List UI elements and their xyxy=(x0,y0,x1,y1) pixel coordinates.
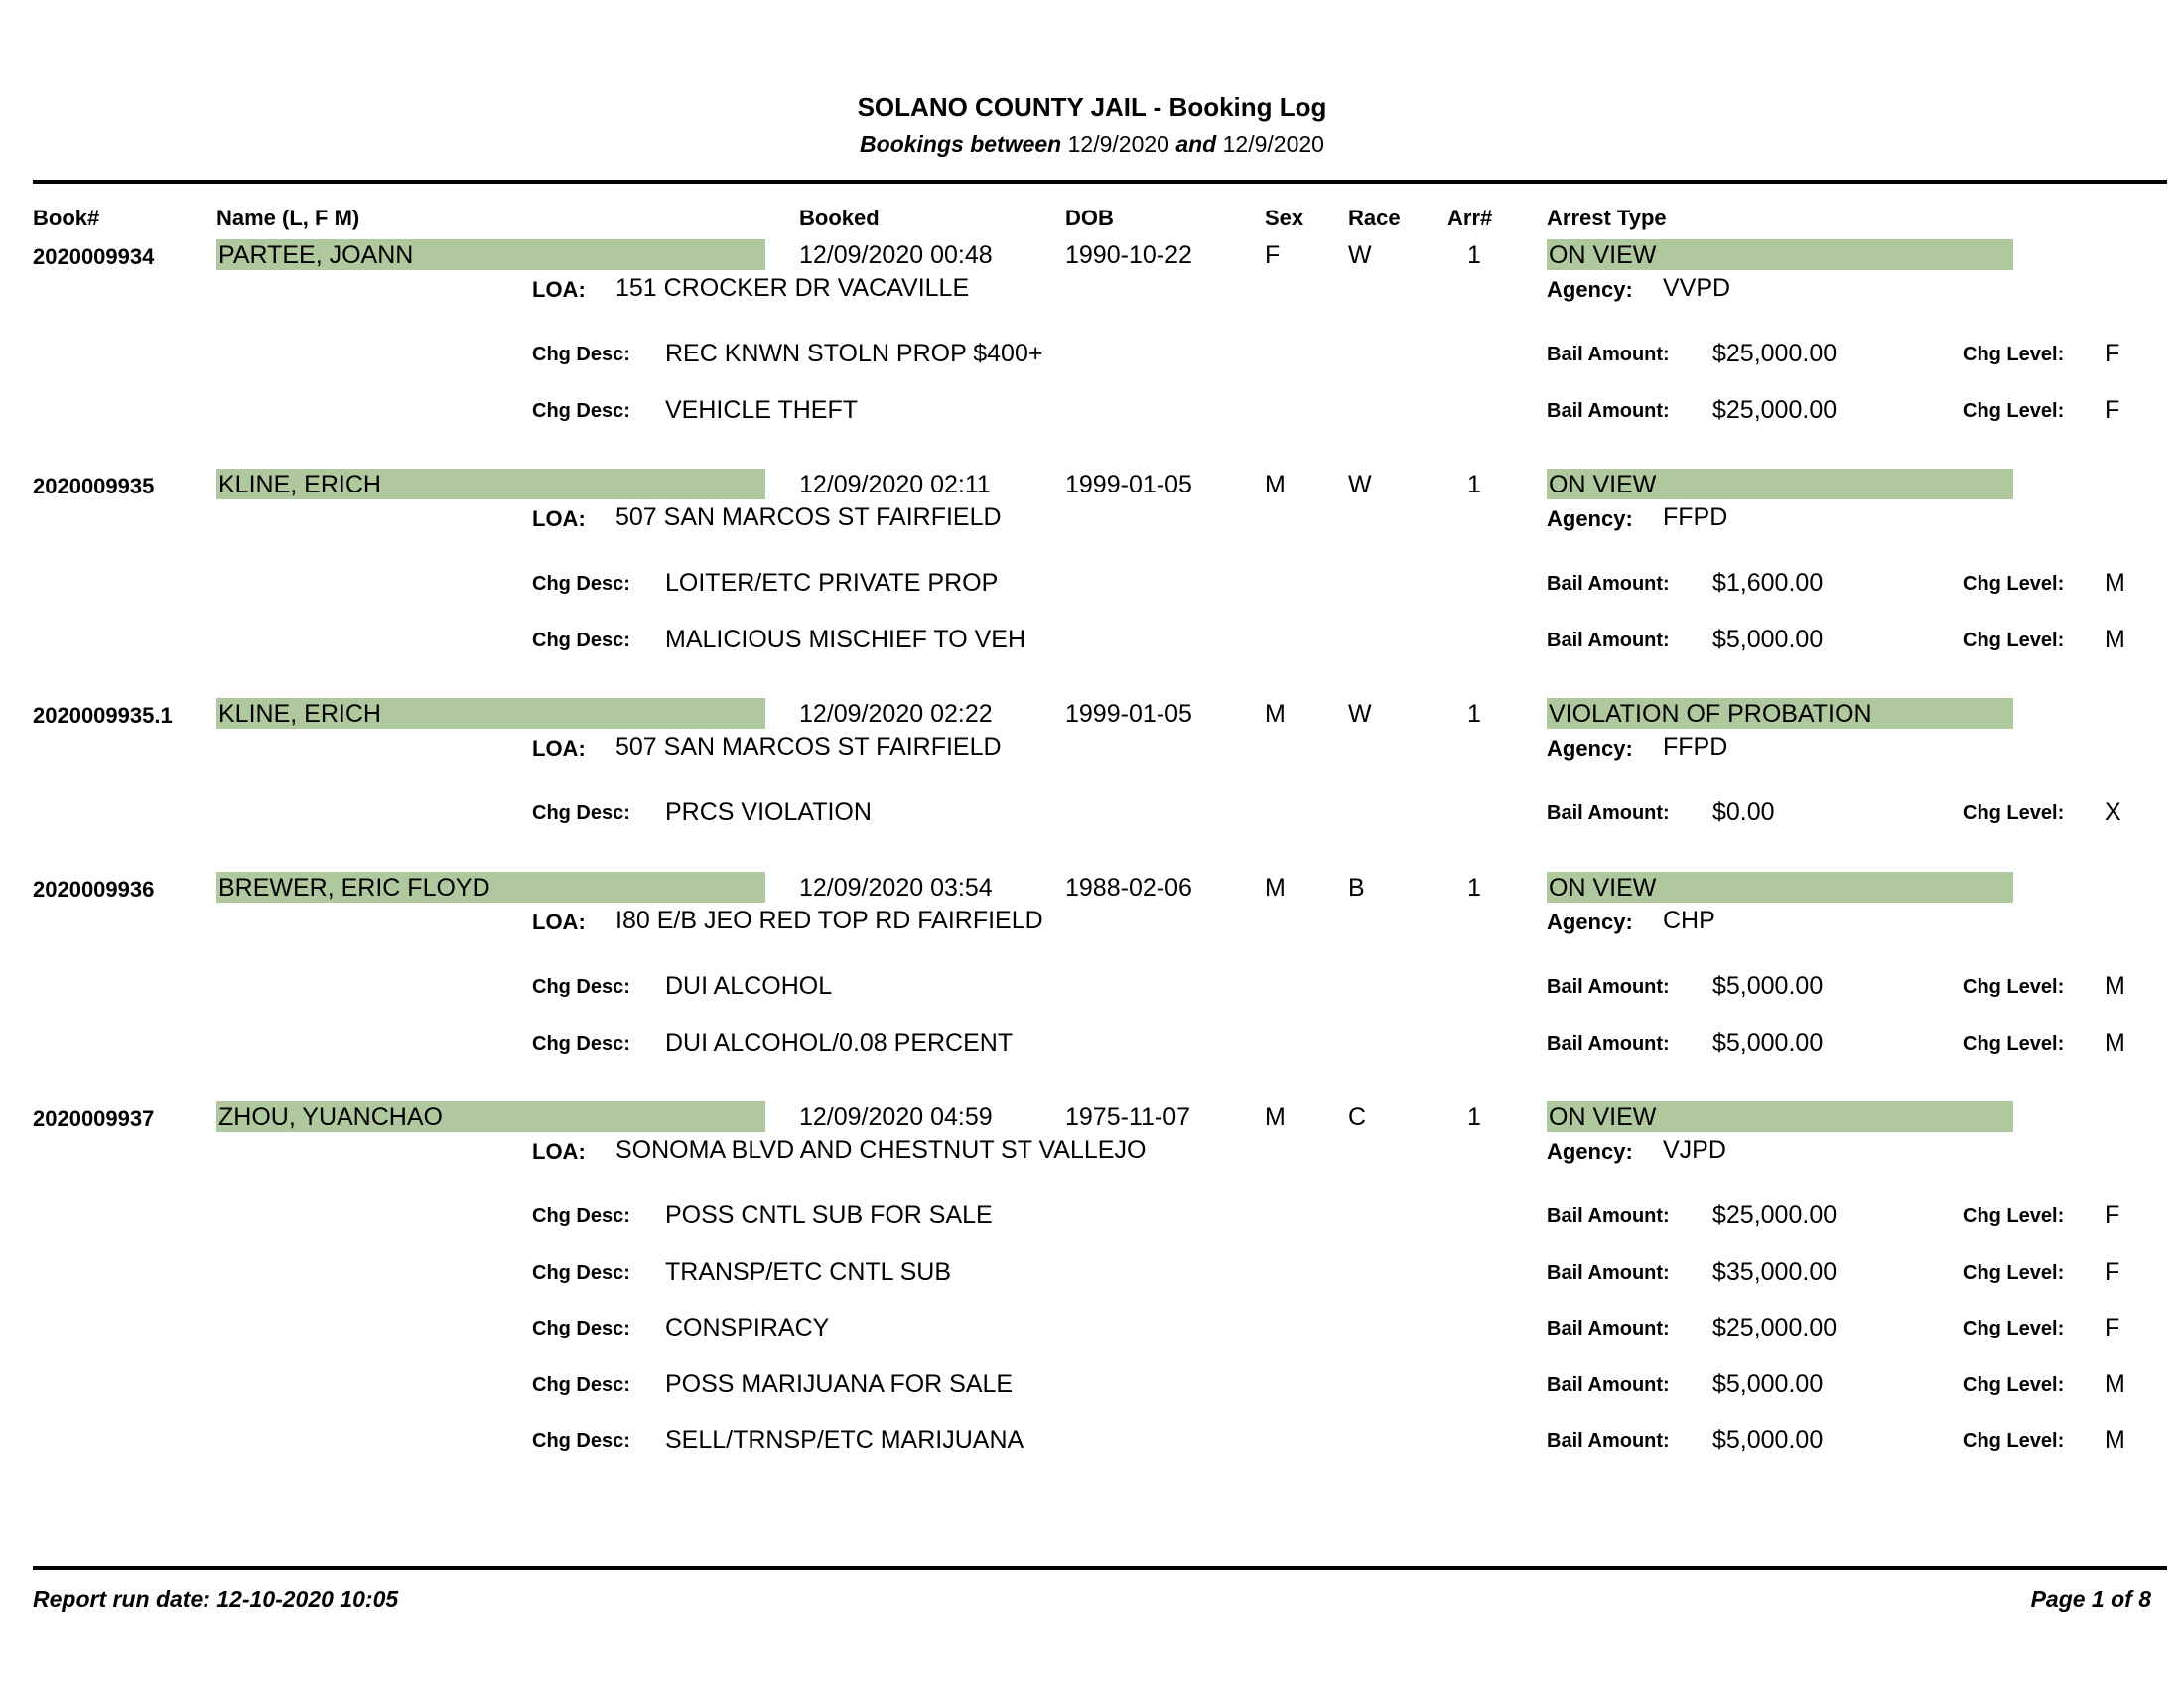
bail-amount-value: $5,000.00 xyxy=(1712,972,1824,1000)
loa-label: LOA: xyxy=(532,910,586,934)
bail-amount-label: Bail Amount: xyxy=(1547,400,1670,422)
sex: M xyxy=(1265,874,1286,902)
chg-level-label: Chg Level: xyxy=(1963,630,2065,651)
subtitle-prefix: Bookings between xyxy=(860,131,1062,157)
top-rule xyxy=(33,180,2167,184)
agency-value: CHP xyxy=(1663,907,1715,934)
arrest-number: 1 xyxy=(1467,241,1481,269)
bail-amount-value: $25,000.00 xyxy=(1712,1201,1838,1229)
bail-amount-label: Bail Amount: xyxy=(1547,802,1670,824)
dob: 1975-11-07 xyxy=(1065,1103,1191,1131)
inmate-name: KLINE, ERICH xyxy=(218,471,381,498)
header-name: Name (L, F M) xyxy=(216,206,360,230)
header-arr: Arr# xyxy=(1447,206,1493,230)
dob: 1990-10-22 xyxy=(1065,241,1192,269)
race: W xyxy=(1348,241,1372,269)
chg-level-value: M xyxy=(2105,1426,2125,1454)
chg-desc-value: LOITER/ETC PRIVATE PROP xyxy=(665,569,999,597)
book-number: 2020009936 xyxy=(33,877,155,902)
dob: 1988-02-06 xyxy=(1065,874,1192,902)
chg-level-value: F xyxy=(2105,396,2120,424)
arrest-type: ON VIEW xyxy=(1549,241,1657,269)
booked-datetime: 12/09/2020 02:11 xyxy=(799,471,991,498)
bail-amount-value: $35,000.00 xyxy=(1712,1258,1838,1286)
chg-level-label: Chg Level: xyxy=(1963,1205,2065,1227)
page-number: Page 1 of 8 xyxy=(2030,1586,2151,1612)
book-number: 2020009937 xyxy=(33,1106,155,1131)
header-booked: Booked xyxy=(799,206,880,230)
agency-label: Agency: xyxy=(1547,910,1633,934)
agency-value: VJPD xyxy=(1663,1136,1726,1164)
booked-datetime: 12/09/2020 03:54 xyxy=(799,874,993,902)
chg-level-value: M xyxy=(2105,1370,2125,1398)
bail-amount-value: $25,000.00 xyxy=(1712,1314,1838,1341)
bail-amount-value: $0.00 xyxy=(1712,798,1775,826)
sex: M xyxy=(1265,471,1286,498)
chg-desc-value: VEHICLE THEFT xyxy=(665,396,859,424)
race: W xyxy=(1348,471,1372,498)
chg-desc-label: Chg Desc: xyxy=(532,1374,630,1396)
dob: 1999-01-05 xyxy=(1065,700,1192,728)
chg-desc-value: REC KNWN STOLN PROP $400+ xyxy=(665,340,1043,367)
chg-level-label: Chg Level: xyxy=(1963,344,2065,365)
chg-level-label: Chg Level: xyxy=(1963,802,2065,824)
loa-value: 151 CROCKER DR VACAVILLE xyxy=(615,274,970,302)
inmate-name: KLINE, ERICH xyxy=(218,700,381,728)
inmate-name: BREWER, ERIC FLOYD xyxy=(218,874,490,902)
race: B xyxy=(1348,874,1365,902)
bail-amount-value: $25,000.00 xyxy=(1712,396,1838,424)
bail-amount-value: $1,600.00 xyxy=(1712,569,1824,597)
bail-amount-label: Bail Amount: xyxy=(1547,1430,1670,1452)
bail-amount-label: Bail Amount: xyxy=(1547,976,1670,998)
start-date: 12/9/2020 xyxy=(1067,131,1169,157)
chg-desc-label: Chg Desc: xyxy=(532,1430,630,1452)
bail-amount-label: Bail Amount: xyxy=(1547,630,1670,651)
sex: F xyxy=(1265,241,1281,269)
arrest-type: ON VIEW xyxy=(1549,1103,1657,1131)
chg-level-label: Chg Level: xyxy=(1963,573,2065,595)
bail-amount-label: Bail Amount: xyxy=(1547,573,1670,595)
arrest-type: VIOLATION OF PROBATION xyxy=(1549,700,1872,728)
chg-desc-label: Chg Desc: xyxy=(532,1205,630,1227)
chg-level-value: M xyxy=(2105,972,2125,1000)
arrest-type-highlight xyxy=(1547,469,2013,499)
bail-amount-label: Bail Amount: xyxy=(1547,344,1670,365)
report-title: SOLANO COUNTY JAIL - Booking Log xyxy=(857,92,1327,122)
book-number: 2020009935 xyxy=(33,474,155,498)
loa-value: SONOMA BLVD AND CHESTNUT ST VALLEJO xyxy=(615,1136,1147,1164)
loa-label: LOA: xyxy=(532,506,586,531)
chg-desc-value: POSS CNTL SUB FOR SALE xyxy=(665,1201,993,1229)
header-arrest-type: Arrest Type xyxy=(1547,206,1667,230)
bail-amount-value: $25,000.00 xyxy=(1712,340,1838,367)
agency-label: Agency: xyxy=(1547,736,1633,761)
arrest-number: 1 xyxy=(1467,874,1481,902)
name-highlight xyxy=(216,1101,765,1132)
dob: 1999-01-05 xyxy=(1065,471,1192,498)
booked-datetime: 12/09/2020 00:48 xyxy=(799,241,993,269)
bail-amount-label: Bail Amount: xyxy=(1547,1374,1670,1396)
bail-amount-label: Bail Amount: xyxy=(1547,1262,1670,1284)
bail-amount-label: Bail Amount: xyxy=(1547,1033,1670,1055)
race: C xyxy=(1348,1103,1367,1131)
chg-level-label: Chg Level: xyxy=(1963,1318,2065,1339)
name-highlight xyxy=(216,239,765,270)
name-highlight xyxy=(216,872,765,903)
arrest-type-highlight xyxy=(1547,1101,2013,1132)
sex: M xyxy=(1265,700,1286,728)
chg-desc-value: TRANSP/ETC CNTL SUB xyxy=(665,1258,952,1286)
arrest-number: 1 xyxy=(1467,700,1481,728)
booked-datetime: 12/09/2020 02:22 xyxy=(799,700,993,728)
chg-level-value: X xyxy=(2105,798,2121,826)
book-number: 2020009935.1 xyxy=(33,703,173,728)
loa-value: I80 E/B JEO RED TOP RD FAIRFIELD xyxy=(615,907,1043,934)
bail-amount-value: $5,000.00 xyxy=(1712,626,1824,653)
chg-level-value: M xyxy=(2105,569,2125,597)
agency-label: Agency: xyxy=(1547,1139,1633,1164)
bottom-rule xyxy=(33,1566,2167,1570)
chg-level-value: F xyxy=(2105,1314,2120,1341)
bail-amount-value: $5,000.00 xyxy=(1712,1426,1824,1454)
chg-desc-label: Chg Desc: xyxy=(532,630,630,651)
end-date: 12/9/2020 xyxy=(1222,131,1324,157)
chg-desc-value: DUI ALCOHOL/0.08 PERCENT xyxy=(665,1029,1014,1056)
chg-level-label: Chg Level: xyxy=(1963,1033,2065,1055)
chg-level-value: F xyxy=(2105,340,2120,367)
header-book: Book# xyxy=(33,206,100,230)
chg-level-value: F xyxy=(2105,1258,2120,1286)
loa-label: LOA: xyxy=(532,277,586,302)
chg-desc-value: DUI ALCOHOL xyxy=(665,972,833,1000)
chg-desc-label: Chg Desc: xyxy=(532,1033,630,1055)
chg-desc-value: MALICIOUS MISCHIEF TO VEH xyxy=(665,626,1026,653)
name-highlight xyxy=(216,698,765,729)
chg-desc-label: Chg Desc: xyxy=(532,400,630,422)
bail-amount-label: Bail Amount: xyxy=(1547,1205,1670,1227)
agency-value: FFPD xyxy=(1663,503,1728,531)
chg-level-label: Chg Level: xyxy=(1963,1262,2065,1284)
header-race: Race xyxy=(1348,206,1401,230)
loa-label: LOA: xyxy=(532,1139,586,1164)
arrest-type: ON VIEW xyxy=(1549,874,1657,902)
loa-value: 507 SAN MARCOS ST FAIRFIELD xyxy=(615,503,1002,531)
chg-desc-value: CONSPIRACY xyxy=(665,1314,830,1341)
sex: M xyxy=(1265,1103,1286,1131)
chg-level-label: Chg Level: xyxy=(1963,400,2065,422)
chg-desc-value: SELL/TRNSP/ETC MARIJUANA xyxy=(665,1426,1024,1454)
arrest-type-highlight xyxy=(1547,872,2013,903)
arrest-type: ON VIEW xyxy=(1549,471,1657,498)
book-number: 2020009934 xyxy=(33,244,155,269)
chg-level-value: M xyxy=(2105,1029,2125,1056)
agency-label: Agency: xyxy=(1547,277,1633,302)
chg-desc-label: Chg Desc: xyxy=(532,1318,630,1339)
chg-level-label: Chg Level: xyxy=(1963,976,2065,998)
chg-desc-label: Chg Desc: xyxy=(532,976,630,998)
chg-desc-label: Chg Desc: xyxy=(532,802,630,824)
agency-value: FFPD xyxy=(1663,733,1728,761)
chg-level-value: M xyxy=(2105,626,2125,653)
chg-desc-label: Chg Desc: xyxy=(532,1262,630,1284)
loa-label: LOA: xyxy=(532,736,586,761)
agency-value: VVPD xyxy=(1663,274,1731,302)
report-subtitle xyxy=(0,131,2184,158)
race: W xyxy=(1348,700,1372,728)
chg-level-label: Chg Level: xyxy=(1963,1374,2065,1396)
booked-datetime: 12/09/2020 04:59 xyxy=(799,1103,993,1131)
inmate-name: ZHOU, YUANCHAO xyxy=(218,1103,443,1131)
bail-amount-label: Bail Amount: xyxy=(1547,1318,1670,1339)
bail-amount-value: $5,000.00 xyxy=(1712,1370,1824,1398)
arrest-number: 1 xyxy=(1467,471,1481,498)
report-run-date: Report run date: 12-10-2020 10:05 xyxy=(33,1586,399,1612)
chg-desc-label: Chg Desc: xyxy=(532,573,630,595)
header-dob: DOB xyxy=(1065,206,1114,230)
bail-amount-value: $5,000.00 xyxy=(1712,1029,1824,1056)
name-highlight xyxy=(216,469,765,499)
subtitle-and: and xyxy=(1175,131,1217,157)
chg-desc-label: Chg Desc: xyxy=(532,344,630,365)
arrest-type-highlight xyxy=(1547,698,2013,729)
agency-label: Agency: xyxy=(1547,506,1633,531)
chg-level-label: Chg Level: xyxy=(1963,1430,2065,1452)
chg-level-value: F xyxy=(2105,1201,2120,1229)
inmate-name: PARTEE, JOANN xyxy=(218,241,414,269)
loa-value: 507 SAN MARCOS ST FAIRFIELD xyxy=(615,733,1002,761)
chg-desc-value: POSS MARIJUANA FOR SALE xyxy=(665,1370,1014,1398)
arrest-type-highlight xyxy=(1547,239,2013,270)
chg-desc-value: PRCS VIOLATION xyxy=(665,798,872,826)
header-sex: Sex xyxy=(1265,206,1304,230)
arrest-number: 1 xyxy=(1467,1103,1481,1131)
